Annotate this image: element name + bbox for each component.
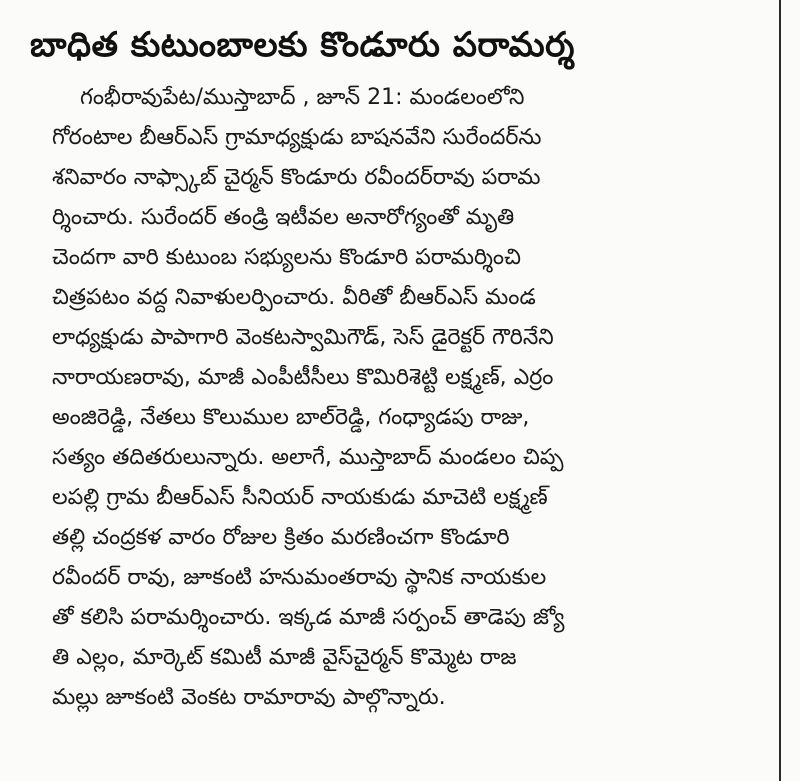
article-line: ర్శించారు. సురేందర్ తండ్రి ఇటీవల అనారోగ్యంతో మృతి	[52, 205, 515, 230]
column-divider	[779, 0, 781, 781]
article-line: తి ఎల్లం, మార్కెట్ కమిటీ మాజీ వైస్‌చైర్మన్ కొమ్మెట రాజ	[52, 645, 517, 670]
article-line: నారాయణరావు, మాజీ ఎంపీటీసీలు కొమిరిశెట్టి లక్ష్మణ్, ఎర్రం	[52, 365, 554, 390]
article-line: అంజిరెడ్డి, నేతలు కొలుముల బాల్‌రెడ్డి, గంధ్యాడపు రాజు,	[52, 405, 530, 430]
article-line: గంభీరావుపేట/ముస్తాబాద్ , జూన్ 21: మండలంలోని	[80, 85, 525, 110]
article-line: రవీందర్ రావు, జూకంటి హనుమంతరావు స్థానిక నాయకుల	[52, 565, 547, 590]
article-line: తల్లి చంద్రకళ వారం రోజుల క్రితం మరణించగా కొండూరి	[52, 525, 510, 550]
article-line: లాధ్యక్షుడు పాపాగారి వెంకటస్వామిగౌడ్, సెస్ డైరెక్టర్ గౌరినేని	[52, 325, 554, 350]
article-body	[52, 78, 764, 718]
article-line: చెందగా వారి కుటుంబ సభ్యులను కొండూరి పరామర్శించి	[52, 245, 521, 270]
article-line: చిత్రపటం వద్ద నివాళులర్పించారు. వీరితో బీఆర్ఎస్ మండ	[52, 285, 536, 310]
article-line: తో కలిసి పరామర్శించారు. ఇక్కడ మాజీ సర్పంచ్ తాడెపు జ్యో	[52, 605, 565, 630]
article-line: మల్లు జూకంటి వెంకట రామారావు పాల్గొన్నారు.	[52, 685, 446, 710]
article-line: లపల్లి గ్రామ బీఆర్ఎస్ సీనియర్ నాయకుడు మాచెటి లక్ష్మణ్	[52, 485, 548, 510]
cropped-next-article-edge	[0, 768, 800, 781]
article-line: సత్యం తదితరులున్నారు. అలాగే, ముస్తాబాద్ మండలం చిప్ప	[52, 445, 564, 470]
article-headline: బాధిత కుటుంబాలకు కొండూరు పరామర్శ	[30, 25, 575, 65]
article-line: శనివారం నాఫ్స్కాబ్ చైర్మన్ కొండూరు రవీందర్‌రావు పరామ	[52, 165, 541, 190]
article-line: గోరంటాల బీఆర్ఎస్ గ్రామాధ్యక్షుడు బాషనవేని సురేందర్‌ను	[52, 125, 542, 150]
